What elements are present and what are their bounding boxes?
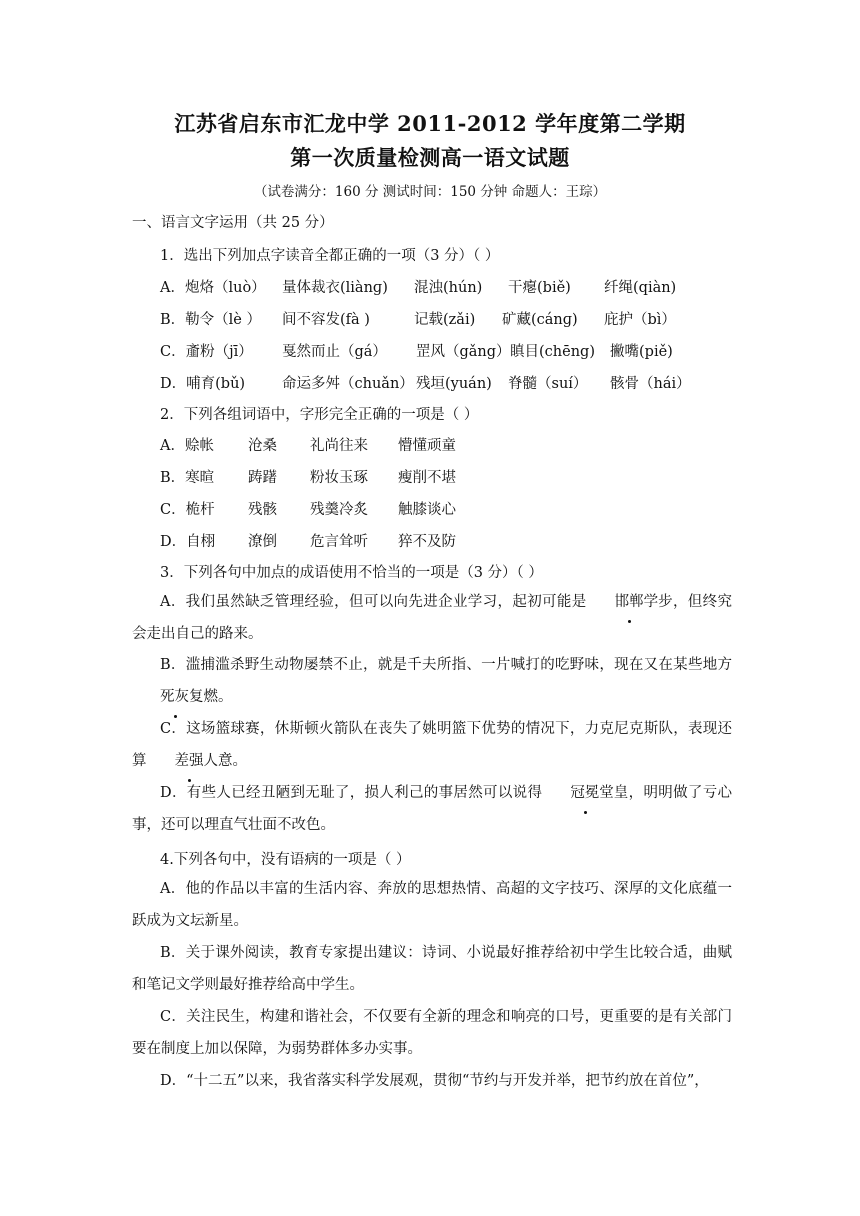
q2-stem: 2．下列各组词语中，字形完全正确的一项是（ ）	[160, 407, 479, 423]
q1-option-d	[160, 372, 730, 392]
q1-d-item: 命运多舛（chuǎn）	[282, 376, 414, 392]
q1-b-item: 庇护（bì）	[604, 312, 676, 328]
option-text: D．有些人已经丑陋到无耻了，损人利己的事居然可以说得	[160, 785, 543, 801]
q2-d-item: 潦倒	[248, 534, 277, 550]
q2-option-c	[160, 498, 560, 518]
q2-c-item: 残羹冷炙	[310, 502, 368, 518]
dotted-idiom: 冠冕堂皇	[542, 777, 628, 809]
q1-d-item: 脊髓（suí）	[508, 376, 588, 392]
q2-b-item: B．寒暄	[160, 470, 215, 486]
q2-a-item: A．赊帐	[160, 438, 214, 454]
q2-c-item: 残骸	[248, 502, 277, 518]
q4-option-a: A．他的作品以丰富的生活内容、奔放的思想热情、高超的文字技巧、深厚的文化底蕴一跃成为文坛新星。	[132, 881, 732, 929]
section-heading: 一、语言文字运用（共 25 分）	[132, 215, 334, 231]
q1-b-item: 间不容发(fà )	[282, 312, 370, 328]
q1-option-a	[160, 276, 730, 296]
q3-option-c	[132, 713, 732, 777]
dotted-idiom: 死灰复燃	[132, 681, 218, 713]
q1-b-item: B．勒令（lè ）	[160, 312, 261, 328]
option-text: A．我们虽然缺乏管理经验，但可以向先进企业学习，起初可能是	[160, 594, 587, 610]
q2-b-item: 踌躇	[248, 470, 277, 486]
q3-option-b	[132, 649, 732, 713]
exam-title: 江苏省启东市汇龙中学 2011-2012 学年度第二学期	[174, 111, 686, 136]
q1-c-item: 瞋目(chēng)	[510, 344, 595, 360]
exam-info: （试卷满分：160 分 测试时间：150 分钟 命题人：王琮）	[253, 184, 607, 200]
q1-option-b	[160, 308, 730, 328]
q2-b-item: 粉妆玉琢	[310, 470, 368, 486]
q1-b-item: 记载(zǎi)	[414, 312, 476, 328]
q1-b-item: 矿藏(cánɡ)	[502, 312, 578, 328]
q3-option-d	[132, 777, 732, 841]
q1-c-item: 撇嘴(piě)	[610, 344, 673, 360]
q1-d-item: 残垣(yuán)	[416, 376, 492, 392]
q4-option-d: D．“十二五”以来，我省落实科学发展观，贯彻“节约与开发并举，把节约放在首位”，	[160, 1073, 709, 1089]
q1-c-item: 罡风（gǎng）	[416, 344, 511, 360]
q2-d-item: 猝不及防	[398, 534, 456, 550]
q2-option-d	[160, 530, 560, 550]
q1-c-item: C．齑粉（jī）	[160, 344, 253, 360]
q4-option-b: B．关于课外阅读，教育专家提出建议：诗词、小说最好推荐给初中学生比较合适，曲赋和笔记文学则最好推荐给高中学生。	[132, 945, 732, 993]
q1-a-item: 干瘪(biě)	[508, 280, 571, 296]
option-text: 。	[218, 689, 233, 705]
q3-stem: 3．下列各句中加点的成语使用不恰当的一项是（3 分）（ ）	[160, 565, 543, 581]
dotted-idiom: 邯郸学步	[587, 586, 673, 618]
q2-b-item: 瘦削不堪	[398, 470, 456, 486]
q1-stem: 1．选出下列加点字读音全都正确的一项（3 分）（ ）	[160, 248, 500, 264]
q2-c-item: 触膝谈心	[398, 502, 456, 518]
q1-a-item: A．炮烙（luò）	[160, 280, 266, 296]
q4-option-c: C．关注民生，构建和谐社会，不仅要有全新的理念和响亮的口号，更重要的是有关部门要在制度上加以保障，为弱势群体多办实事。	[132, 1009, 732, 1057]
q1-c-item: 戛然而止（gá）	[282, 344, 387, 360]
option-text: 。	[232, 753, 247, 769]
q2-c-item: C．桅杆	[160, 502, 215, 518]
q2-option-b	[160, 466, 560, 486]
q3-option-a	[132, 586, 732, 650]
q1-a-item: 纤绳(qiàn)	[604, 280, 677, 296]
q1-d-item: D．哺育(bǔ)	[160, 376, 246, 392]
q2-option-a	[160, 434, 560, 454]
option-text: B．滥捕滥杀野生动物屡禁不止，就是千夫所指、一片喊打的吃野味，现在又在某些地方	[160, 657, 732, 673]
q2-d-item: 危言耸听	[310, 534, 368, 550]
q4-stem: 4.下列各句中，没有语病的一项是（ ）	[160, 852, 411, 868]
q1-d-item: 骸骨（hái）	[610, 376, 691, 392]
q2-a-item: 懵懂顽童	[398, 438, 456, 454]
q2-a-item: 沧桑	[248, 438, 277, 454]
option-text: C．这场篮球赛，休斯顿火箭队在丧失了姚明篮下优势的情况下，力克尼克斯队，表现还算	[132, 721, 732, 769]
exam-subtitle: 第一次质量检测高一语文试题	[290, 145, 570, 170]
option-text: ，但终究会走出自己的路来。	[132, 594, 732, 642]
q1-a-item: 混浊(hún)	[414, 280, 483, 296]
q2-d-item: D．自栩	[160, 534, 216, 550]
q2-a-item: 礼尚往来	[310, 438, 368, 454]
q1-option-c	[160, 340, 730, 360]
dotted-idiom: 差强人意	[147, 745, 233, 777]
q1-a-item: 量体裁衣(liànɡ)	[282, 280, 388, 296]
option-text: ，明明做了亏心事，还可以理直气壮面不改色。	[132, 785, 733, 833]
